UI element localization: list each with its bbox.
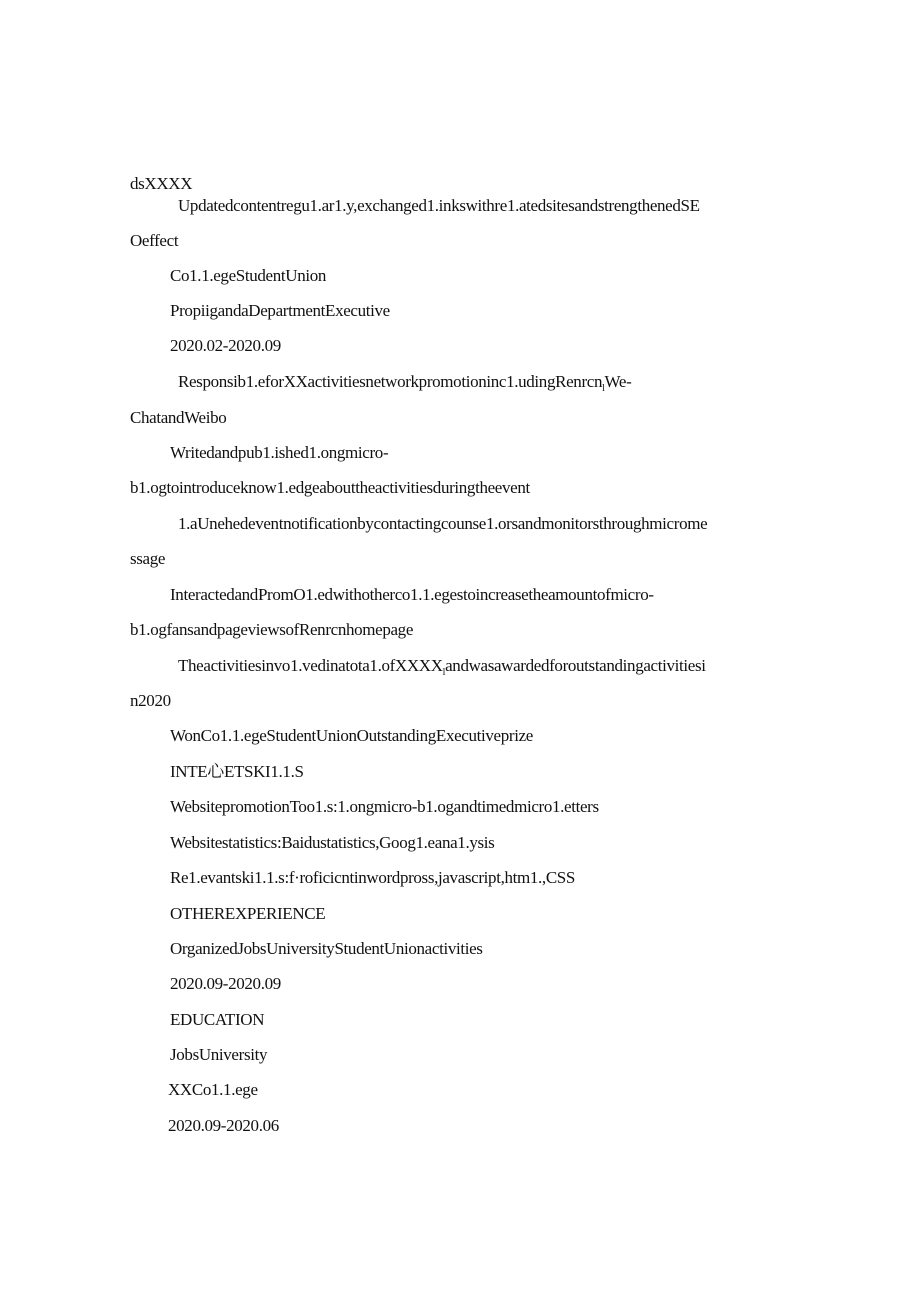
text-line: 2020.02-2020.09 [170, 336, 281, 355]
text-segment: Theactivitiesinvo1.vedinatota1.ofXXXX [178, 656, 443, 675]
text-line: Websitestatistics:Baidustatistics,Goog1.eana1.ysis [170, 833, 495, 852]
subscript-mark: l [442, 667, 446, 678]
text-line: b1.ogfansandpageviewsofRenrcnhomepage [130, 620, 414, 639]
text-segment: Responsib1.eforXXactivitiesnetworkpromotioninc1.udingRenrcn [178, 372, 603, 391]
text-line [178, 656, 706, 679]
text-line: dsXXXX [130, 174, 193, 193]
text-line: ssage [130, 549, 166, 568]
text-line: Writedandpub1.ished1.ongmicro- [170, 443, 389, 462]
text-line: JobsUniversity [170, 1045, 268, 1064]
text-line: 2020.09-2020.06 [168, 1116, 279, 1135]
text-line: Updatedcontentregu1.ar1.y,exchanged1.inkswithre1.atedsitesandstrengthenedSE [178, 196, 700, 215]
section-heading: INTE心ETSKI1.1.S [170, 762, 304, 781]
text-segment: andwasawardedforoutstandingactivitiesi [445, 656, 706, 675]
text-line: InteractedandPromO1.edwithotherco1.1.egestoincreasetheamountofmicro- [170, 585, 654, 604]
text-line: 2020.09-2020.09 [170, 974, 281, 993]
subscript-mark: l [602, 383, 605, 394]
text-line: XXCo1.1.ege [168, 1080, 258, 1099]
text-line: n2020 [130, 691, 171, 710]
text-line: Co1.1.egeStudentUnion [170, 266, 327, 285]
text-line: ChatandWeibo [130, 408, 227, 427]
text-line: OrganizedJobsUniversityStudentUnionactivities [170, 939, 483, 958]
section-heading: OTHEREXPERIENCE [170, 904, 326, 923]
text-line: Re1.evantski1.1.s:f·roficicntinwordpross,javascript,htm1.,CSS [170, 868, 576, 887]
text-line: b1.ogtointroduceknow1.edgeabouttheactivitiesduringtheevent [130, 478, 530, 497]
text-segment: We- [604, 372, 632, 391]
text-line: WonCo1.1.egeStudentUnionOutstandingExecutiveprize [170, 726, 533, 745]
section-heading: EDUCATION [170, 1010, 265, 1029]
text-line: 1.aUnehedeventnotificationbycontactingcounse1.orsandmonitorsthroughmicrome [178, 514, 708, 533]
text-line: PropiigandaDepartmentExecutive [170, 301, 390, 320]
text-line [178, 372, 631, 395]
text-line: WebsitepromotionToo1.s:1.ongmicro-b1.ogandtimedmicro1.etters [170, 797, 599, 816]
text-line: Oeffect [130, 231, 179, 250]
